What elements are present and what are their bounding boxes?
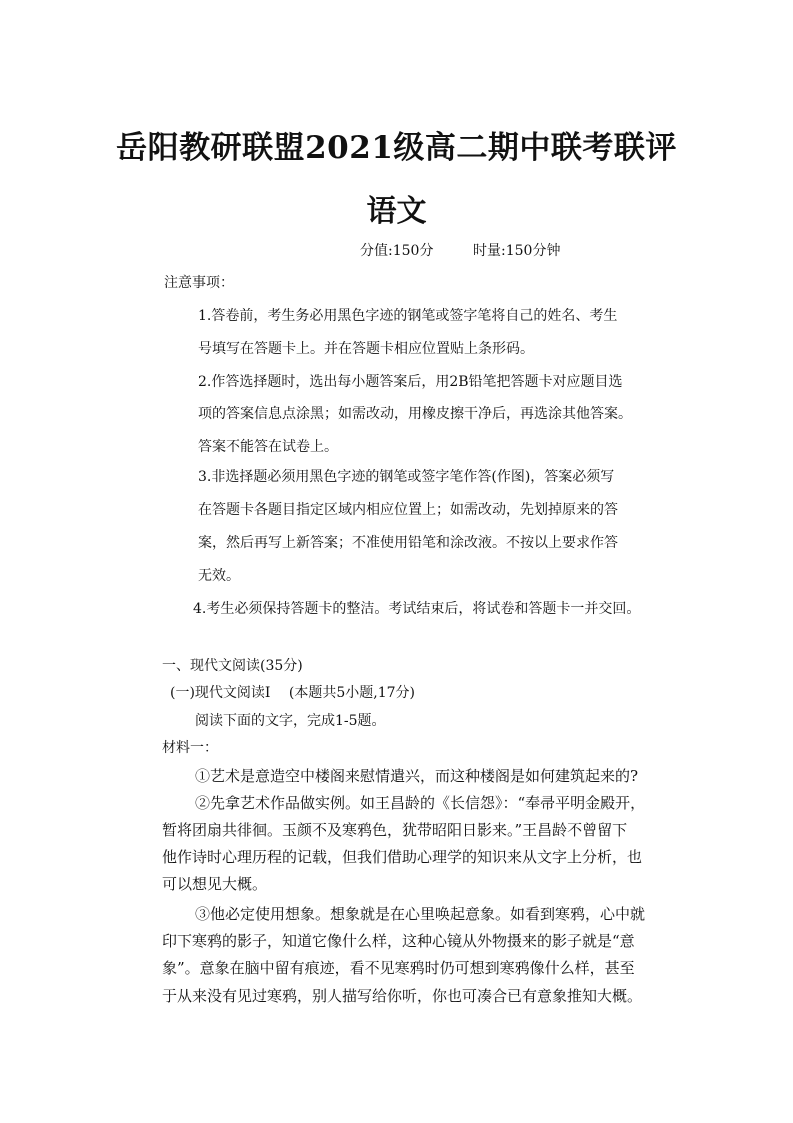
score-info: 分值:150分: [360, 243, 434, 259]
notice-line: 号填写在答题卡上。并在答题卡相应位置贴上条形码。: [198, 341, 534, 357]
exam-title: 岳阳教研联盟2021级高二期中联考联评: [116, 130, 677, 166]
notice-heading: 注意事项：: [164, 275, 234, 291]
paragraph-line: ③他必定使用想象。想象就是在心里唤起意象。如看到寒鸦，心中就: [195, 905, 646, 923]
paragraph-line: 暂将团扇共徘徊。玉颜不及寒鸦色，犹带昭阳日影来。”王昌龄不曾留下: [162, 821, 628, 839]
notice-line: 1.答卷前，考生务必用黑色字迹的钢笔或签字笔将自己的姓名、考生: [198, 308, 618, 324]
paragraph-line: 印下寒鸦的影子，知道它像什么样，这种心镜从外物摄来的影子就是“意: [162, 932, 635, 950]
paragraph-line: ②先拿艺术作品做实例。如王昌龄的《长信怨》：“奉帚平明金殿开，: [195, 794, 646, 812]
paragraph-line: 象”。意象在脑中留有痕迹，看不见寒鸦时仍可想到寒鸦像什么样，甚至: [162, 959, 635, 977]
notice-line: 项的答案信息点涂黑；如需改动，用橡皮擦干净后，再选涂其他答案。: [198, 406, 632, 422]
section-heading: 一、现代文阅读(35分): [162, 658, 303, 674]
paragraph-line: 他作诗时心理历程的记载，但我们借助心理学的知识来从文字上分析，也: [162, 848, 643, 866]
paragraph-line: ①艺术是意造空中楼阁来慰情遣兴，而这种楼阁是如何建筑起来的?: [195, 767, 639, 785]
notice-line: 2.作答选择题时，选出每小题答案后，用2B铅笔把答题卡对应题目选: [198, 374, 623, 390]
paragraph-line: 可以想见大概。: [162, 875, 268, 893]
subject-title: 语文: [366, 194, 427, 229]
reading-instruction: 阅读下面的文字，完成1-5题。: [195, 713, 386, 729]
subsection-heading: (一)现代文阅读Ⅰ (本题共5小题,17分): [170, 685, 415, 701]
notice-line: 答案不能答在试卷上。: [198, 439, 338, 455]
notice-line: 在答题卡各题目指定区域内相应位置上；如需改动，先划掉原来的答: [198, 502, 618, 518]
material-label: 材料一：: [162, 740, 218, 756]
notice-line: 无效。: [198, 568, 240, 584]
paragraph-line: 于从来没有见过寒鸦，别人描写给你听，你也可凑合已有意象推知大概。: [162, 987, 643, 1005]
notice-line: 案，然后再写上新答案；不准使用铅笔和涂改液。不按以上要求作答: [198, 535, 618, 551]
notice-line: 4.考生必须保持答题卡的整洁。考试结束后，将试卷和答题卡一并交回。: [193, 601, 641, 617]
time-info: 时量:150分钟: [473, 243, 561, 259]
notice-line: 3.非选择题必须用黑色字迹的钢笔或签字笔作答(作图)，答案必须写: [198, 469, 615, 485]
